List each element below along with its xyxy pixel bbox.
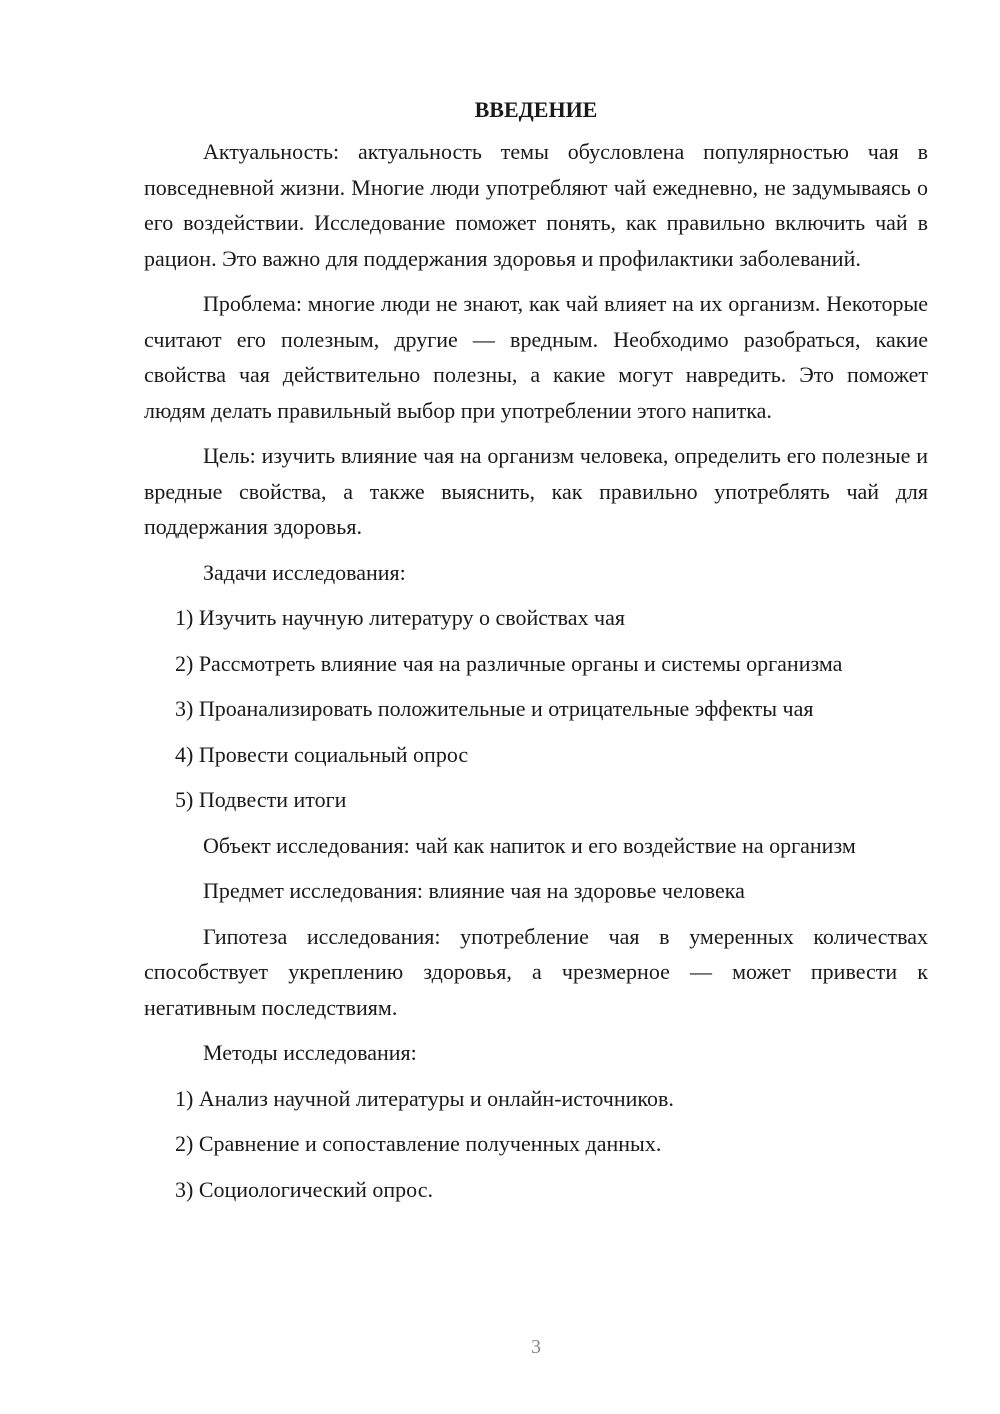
- task-item-4: 4) Провести социальный опрос: [175, 741, 469, 767]
- page-number: 3: [531, 1336, 541, 1358]
- goal-paragraph: Цель: изучить влияние чая на организм человека, определить его полезные и вредные свойства, а также выяснить, как правильно употреблять чай для поддержания здоровья.: [144, 443, 928, 539]
- object-paragraph: Объект исследования: чай как напиток и его воздействие на организм: [203, 832, 856, 858]
- task-item-5: 5) Подвести итоги: [175, 787, 347, 812]
- hypothesis-paragraph: Гипотеза исследования: употребление чая в умеренных количествах способствует укреплению здоровья, а чрезмерное — может привести к негативным последствиям.: [144, 923, 928, 1020]
- problem-paragraph: Проблема: многие люди не знают, как чай влияет на их организм. Некоторые считают его полезным, другие — вредным. Необходимо разобраться, какие свойства чая действительно полезны, а какие могут навредить. Это поможет людям делать правильный выбор при употреблении этого напитка.: [144, 291, 928, 423]
- methods-label: Методы исследования:: [203, 1040, 417, 1065]
- relevance-paragraph: Актуальность: актуальность темы обусловлена популярностью чая в повседневной жизни. Многие люди употребляют чай ежедневно, не задумываясь о его воздействии. Исследование поможет понять, как правильно включить чай в рацион. Это важно для поддержания здоровья и профилактики заболеваний.: [144, 139, 928, 271]
- tasks-label: Задачи исследования:: [203, 559, 406, 585]
- task-item-1: 1) Изучить научную литературу о свойствах чая: [175, 605, 625, 630]
- method-item-1: 1) Анализ научной литературы и онлайн-источников.: [175, 1085, 674, 1111]
- document-page: [144, 92, 928, 1217]
- task-item-3: 3) Проанализировать положительные и отрицательные эффекты чая: [175, 696, 814, 721]
- subject-paragraph: Предмет исследования: влияние чая на здоровье человека: [203, 878, 745, 903]
- task-item-2: 2) Рассмотреть влияние чая на различные органы и системы организма: [175, 650, 843, 676]
- method-item-2: 2) Сравнение и сопоставление полученных данных.: [175, 1131, 662, 1156]
- section-title: ВВЕДЕНИЕ: [474, 97, 598, 122]
- method-item-3: 3) Социологический опрос.: [175, 1176, 433, 1202]
